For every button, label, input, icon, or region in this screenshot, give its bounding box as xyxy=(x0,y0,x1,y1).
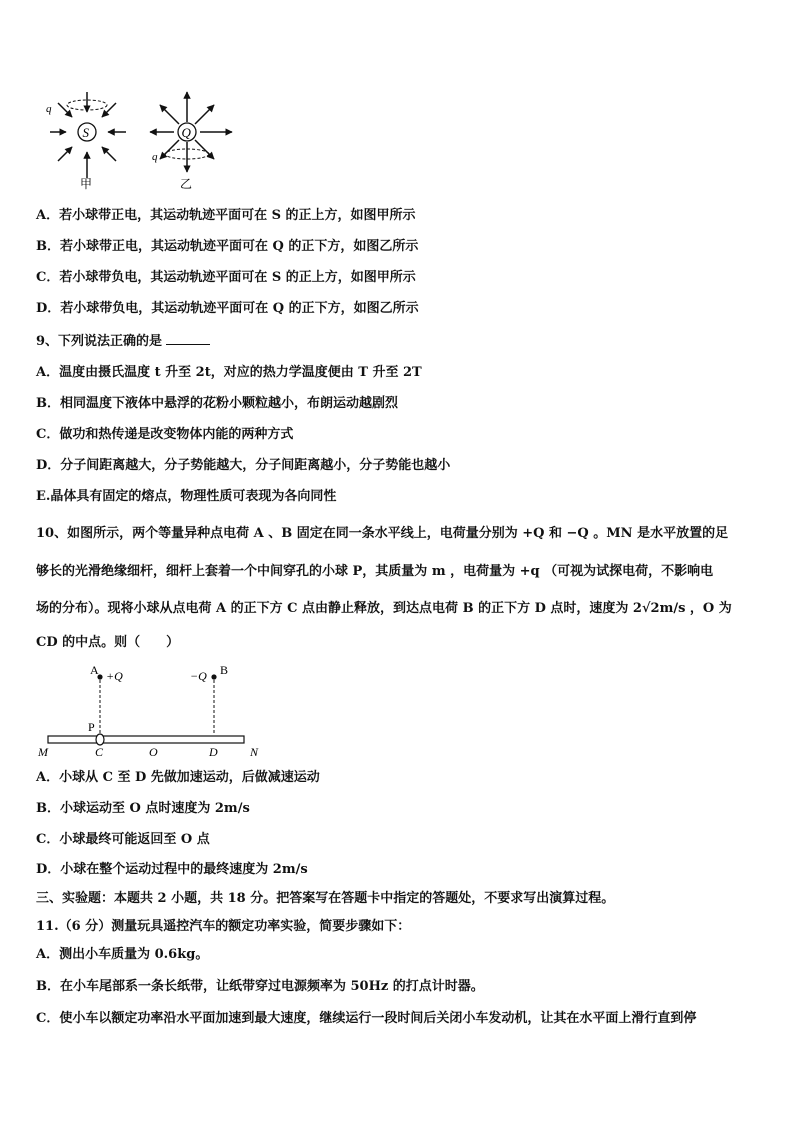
charge-b-dot xyxy=(211,674,216,679)
label-d: D xyxy=(209,745,218,759)
q11-option-c: C．使小车以额定功率沿水平面加速到最大速度，继续运行一段时间后关闭小车发动机，让其在水平面上滑行直到停 xyxy=(36,1011,697,1026)
label-m: M xyxy=(38,745,48,759)
answer-blank xyxy=(166,332,210,345)
q10-option-d: D．小球在整个运动过程中的最终速度为 2m/s xyxy=(36,862,308,877)
label-s: S xyxy=(82,125,89,140)
q10-stem-line4: CD 的中点。则（ ） xyxy=(36,635,180,650)
label-q-jia: q xyxy=(46,103,52,115)
q10-stem-line1: 10、如图所示，两个等量异种点电荷 A 、B 固定在同一条水平线上，电荷量分别为 +Q 和 −Q 。MN 是水平放置的足 xyxy=(36,526,729,541)
q10-option-c: C．小球最终可能返回至 O 点 xyxy=(36,832,210,847)
label-n: N xyxy=(250,745,259,759)
q9-option-d: D．分子间距离越大，分子势能越大，分子间距离越小，分子势能也越小 xyxy=(36,458,451,473)
caption-yi: 乙 xyxy=(180,177,193,191)
label-o: O xyxy=(149,745,158,759)
label-q-yi: q xyxy=(152,151,158,163)
q10-option-b: B．小球运动至 O 点时速度为 2m/s xyxy=(36,801,250,816)
label-plus-q: +Q xyxy=(106,669,123,683)
charges-rod-figure xyxy=(36,660,276,760)
q11-stem: 11.（6 分）测量玩具遥控汽车的额定功率实验，简要步骤如下： xyxy=(36,919,411,934)
q9-option-b: B．相同温度下液体中悬浮的花粉小颗粒越小，布朗运动越剧烈 xyxy=(36,396,398,411)
ball-p xyxy=(96,734,104,745)
q11-option-a: A．测出小车质量为 0.6kg。 xyxy=(36,947,209,962)
diagram-yi xyxy=(150,92,232,191)
q8-option-c: C．若小球带负电，其运动轨迹平面可在 S 的正上方，如图甲所示 xyxy=(36,270,416,285)
q8-option-b: B．若小球带正电，其运动轨迹平面可在 Q 的正下方，如图乙所示 xyxy=(36,239,419,254)
section-3-heading: 三、实验题：本题共 2 小题，共 18 分。把答案写在答题卡中指定的答题处，不要求写出演算过程。 xyxy=(36,891,615,906)
q8-option-a: A．若小球带正电，其运动轨迹平面可在 S 的正上方，如图甲所示 xyxy=(36,208,416,223)
q11-option-b: B．在小车尾部系一条长纸带，让纸带穿过电源频率为 50Hz 的打点计时器。 xyxy=(36,979,484,994)
label-minus-q: −Q xyxy=(190,669,207,683)
rod-mn xyxy=(48,736,244,743)
label-b: B xyxy=(220,663,229,677)
diagram-jia xyxy=(46,92,126,191)
field-lines-figure xyxy=(36,88,246,192)
label-q-center: Q xyxy=(181,125,191,140)
q8-option-d: D．若小球带负电，其运动轨迹平面可在 Q 的正下方，如图乙所示 xyxy=(36,301,419,316)
q9-option-c: C．做功和热传递是改变物体内能的两种方式 xyxy=(36,427,294,442)
label-p: P xyxy=(88,720,95,734)
q10-option-a: A．小球从 C 至 D 先做加速运动，后做减速运动 xyxy=(36,770,320,785)
q9-stem-row xyxy=(36,332,210,351)
q9-stem: 9、下列说法正确的是 xyxy=(36,334,163,349)
caption-jia: 甲 xyxy=(80,177,93,191)
q10-stem-line2: 够长的光滑绝缘细杆，细杆上套着一个中间穿孔的小球 P，其质量为 m ，电荷量为 +q （可视为试探电荷，不影响电 xyxy=(36,564,714,579)
q10-stem-line3: 场的分布）。现将小球从点电荷 A 的正下方 C 点由静止释放，到达点电荷 B 的正下方 D 点时，速度为 2√2m/s ，O 为 xyxy=(36,601,732,616)
label-a: A xyxy=(90,663,99,677)
q9-option-e: E.晶体具有固定的熔点，物理性质可表现为各向同性 xyxy=(36,489,337,504)
q9-option-a: A．温度由摄氏温度 t 升至 2t，对应的热力学温度便由 T 升至 2T xyxy=(36,365,422,380)
label-c: C xyxy=(95,745,104,759)
